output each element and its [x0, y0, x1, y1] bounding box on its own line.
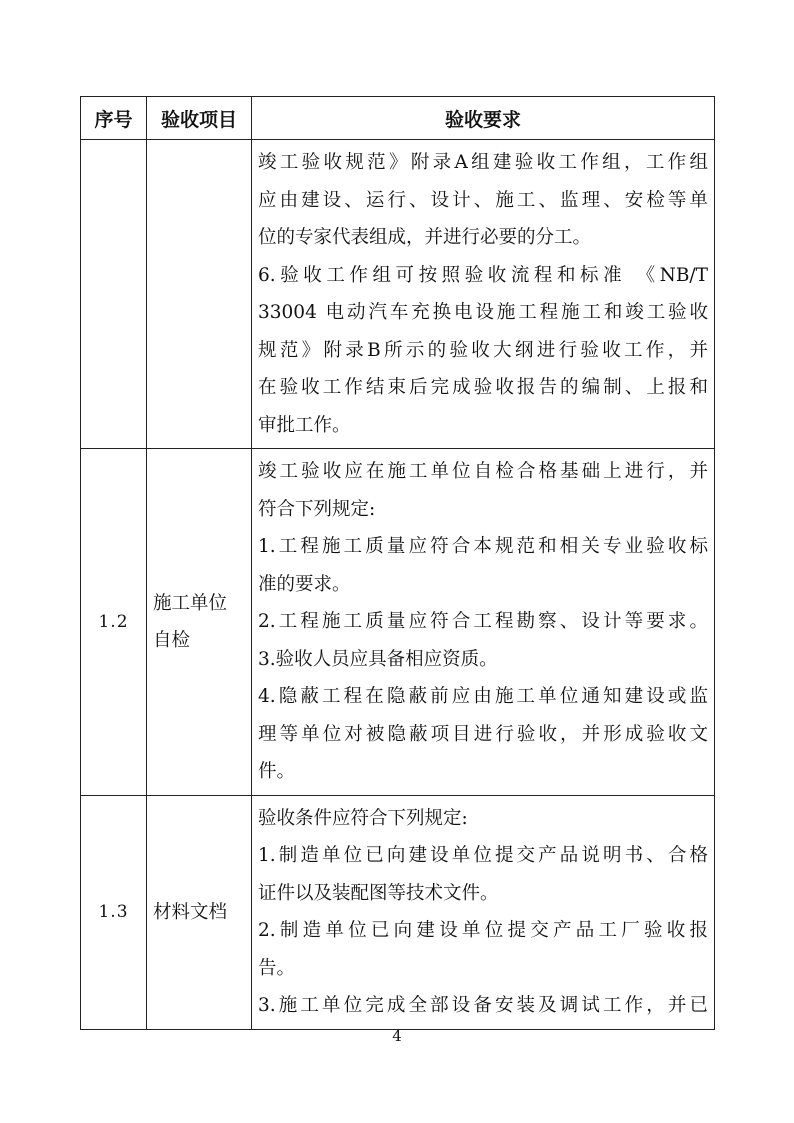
requirement-line: 2.工程施工质量应符合工程勘察、设计等要求。: [258, 611, 708, 632]
requirement-line: 竣工验收应在施工单位自检合格基础上进行，并: [258, 461, 708, 482]
requirement-line: 6.验收工作组可按照验收流程和标准 《NB/T: [258, 264, 708, 286]
row-serial-no: 1.2: [81, 449, 147, 796]
row-item-name: [147, 140, 252, 449]
row-requirements: [252, 449, 715, 796]
table-row: [81, 449, 715, 796]
requirement-line: 证件以及装配图等技术文件。: [258, 882, 499, 904]
row-item-name: [147, 795, 252, 1029]
header-serial-no: 序号: [81, 97, 147, 140]
requirement-line: 1.工程施工质量应符合本规范和相关专业验收标: [258, 536, 708, 557]
header-acceptance-requirement: 验收要求: [252, 97, 715, 140]
item-name-line: 自检: [153, 629, 191, 651]
requirement-line: 验收条件应符合下列规定:: [258, 807, 468, 829]
requirement-line: 审批工作。: [258, 414, 351, 436]
requirement-line: 1.制造单位已向建设单位提交产品说明书、合格: [258, 845, 708, 866]
requirement-line: 竣工验收规范》附录A组建验收工作组，工作组: [258, 152, 708, 173]
requirement-line: 4.隐蔽工程在隐蔽前应由施工单位通知建设或监: [258, 686, 708, 707]
requirement-line: 33004 电动汽车充换电设施工程施工和竣工验收: [258, 302, 708, 323]
requirement-line: 2.制造单位已向建设单位提交产品工厂验收报: [258, 920, 708, 941]
requirement-line: 位的专家代表组成，并进行必要的分工。: [258, 227, 592, 248]
item-name-line: 施工单位: [153, 592, 228, 614]
row-serial-no: [81, 140, 147, 449]
acceptance-table: [80, 96, 715, 1030]
requirement-line: 在验收工作结束后完成验收报告的编制、上报和: [258, 377, 708, 398]
requirement-line: 3.验收人员应具备相应资质。: [258, 648, 498, 670]
row-requirements: [252, 140, 715, 449]
requirement-line: 理等单位对被隐蔽项目进行验收，并形成验收文: [258, 723, 708, 745]
page-number: 4: [392, 1027, 402, 1045]
row-requirements: [252, 795, 715, 1029]
table-row: [81, 795, 715, 1029]
requirement-line: 告。: [258, 957, 296, 979]
row-serial-no: 1.3: [81, 795, 147, 1029]
requirement-line: 规范》附录B所示的验收大纲进行验收工作，并: [258, 339, 708, 361]
header-acceptance-item: 验收项目: [147, 97, 252, 140]
requirement-line: 3.施工单位完成全部设备安装及调试工作，并已: [258, 995, 708, 1016]
item-name-line: 材料文档: [153, 901, 228, 923]
table-row: [81, 140, 715, 449]
requirement-line: 符合下列规定:: [258, 498, 376, 520]
requirement-line: 件。: [258, 761, 296, 782]
requirement-line: 准的要求。: [258, 573, 351, 595]
table-header-row: [81, 97, 715, 140]
row-item-name: [147, 449, 252, 796]
requirement-line: 应由建设、运行、设计、施工、监理、安检等单: [258, 189, 708, 211]
